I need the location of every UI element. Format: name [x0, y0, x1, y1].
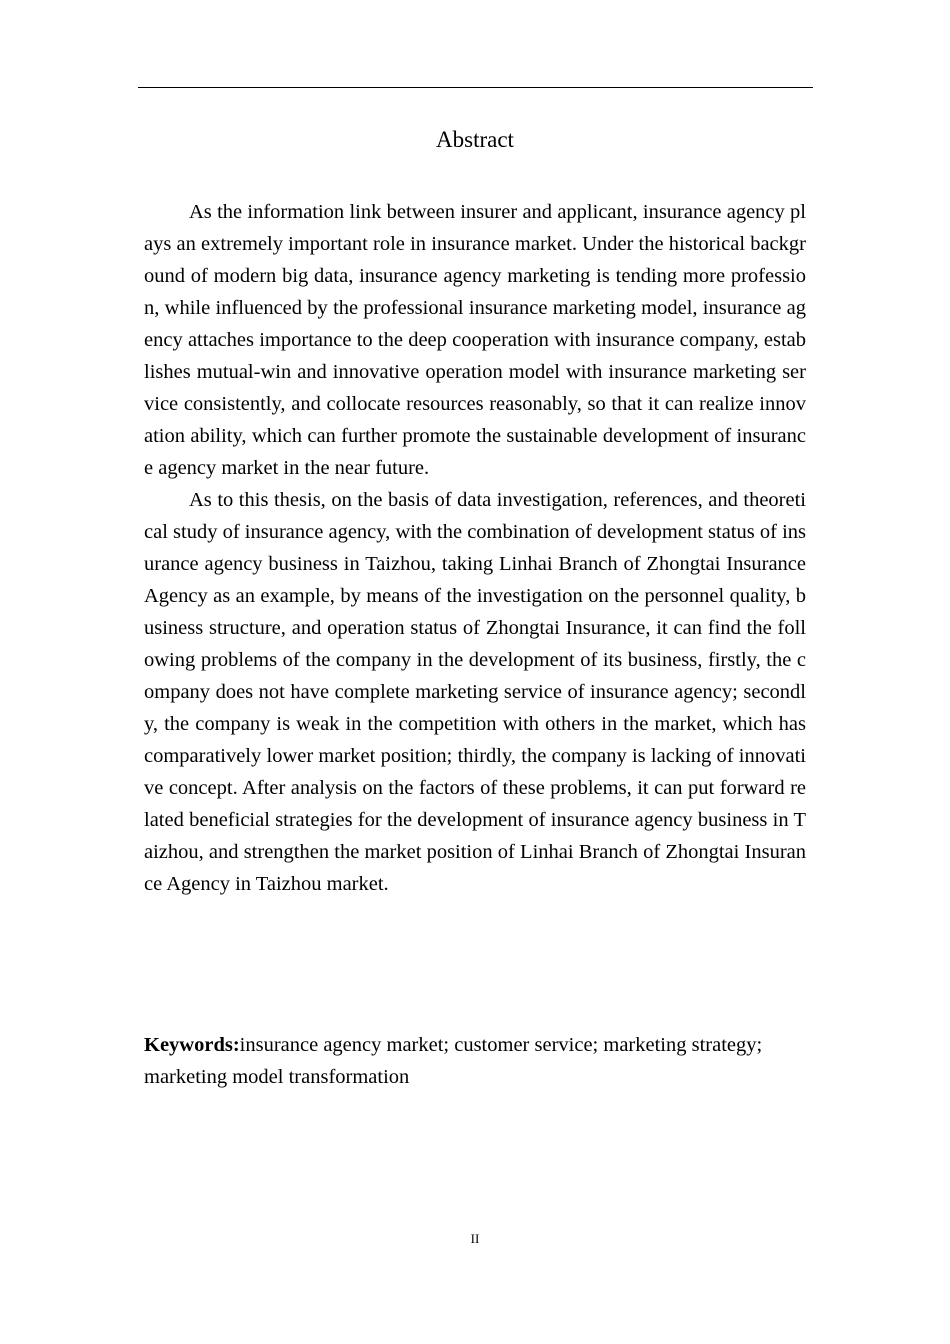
keywords-text: insurance agency market; customer service; marketing strategy; marketing model transformation	[144, 1034, 763, 1088]
keywords-label: Keywords:	[144, 1034, 240, 1056]
abstract-title: Abstract	[436, 127, 514, 152]
abstract-body	[144, 196, 806, 900]
header-rule	[138, 87, 813, 88]
abstract-paragraph-2: As to this thesis, on the basis of data investigation, references, and theoretical study of insurance agency, with the combination of development status of insurance agency business in Taizhou, taking Linhai Branch of Zhongtai Insurance Agency as an example, by means of the investigation on the personnel quality, business structure, and operation status of Zhongtai Insurance, it can find the following problems of the company in the development of its business, firstly, the company does not have complete marketing service of insurance agency; secondly, the company is weak in the competition with others in the market, which has comparatively lower market position; thirdly, the company is lacking of innovative concept. After analysis on the factors of these problems, it can put forward related beneficial strategies for the development of insurance agency business in Taizhou, and strengthen the market position of Linhai Branch of Zhongtai Insurance Agency in Taizhou market.	[144, 489, 806, 895]
abstract-paragraph-1: As the information link between insurer and applicant, insurance agency plays an extremely important role in insurance market. Under the historical background of modern big data, insurance agency marketing is tending more profession, while influenced by the professional insurance marketing model, insurance agency attaches importance to the deep cooperation with insurance company, establishes mutual-win and innovative operation model with insurance marketing service consistently, and collocate resources reasonably, so that it can realize innovation ability, which can further promote the sustainable development of insurance agency market in the near future.	[144, 201, 806, 479]
page-number: II	[470, 1231, 480, 1246]
keywords-line	[144, 1029, 764, 1093]
